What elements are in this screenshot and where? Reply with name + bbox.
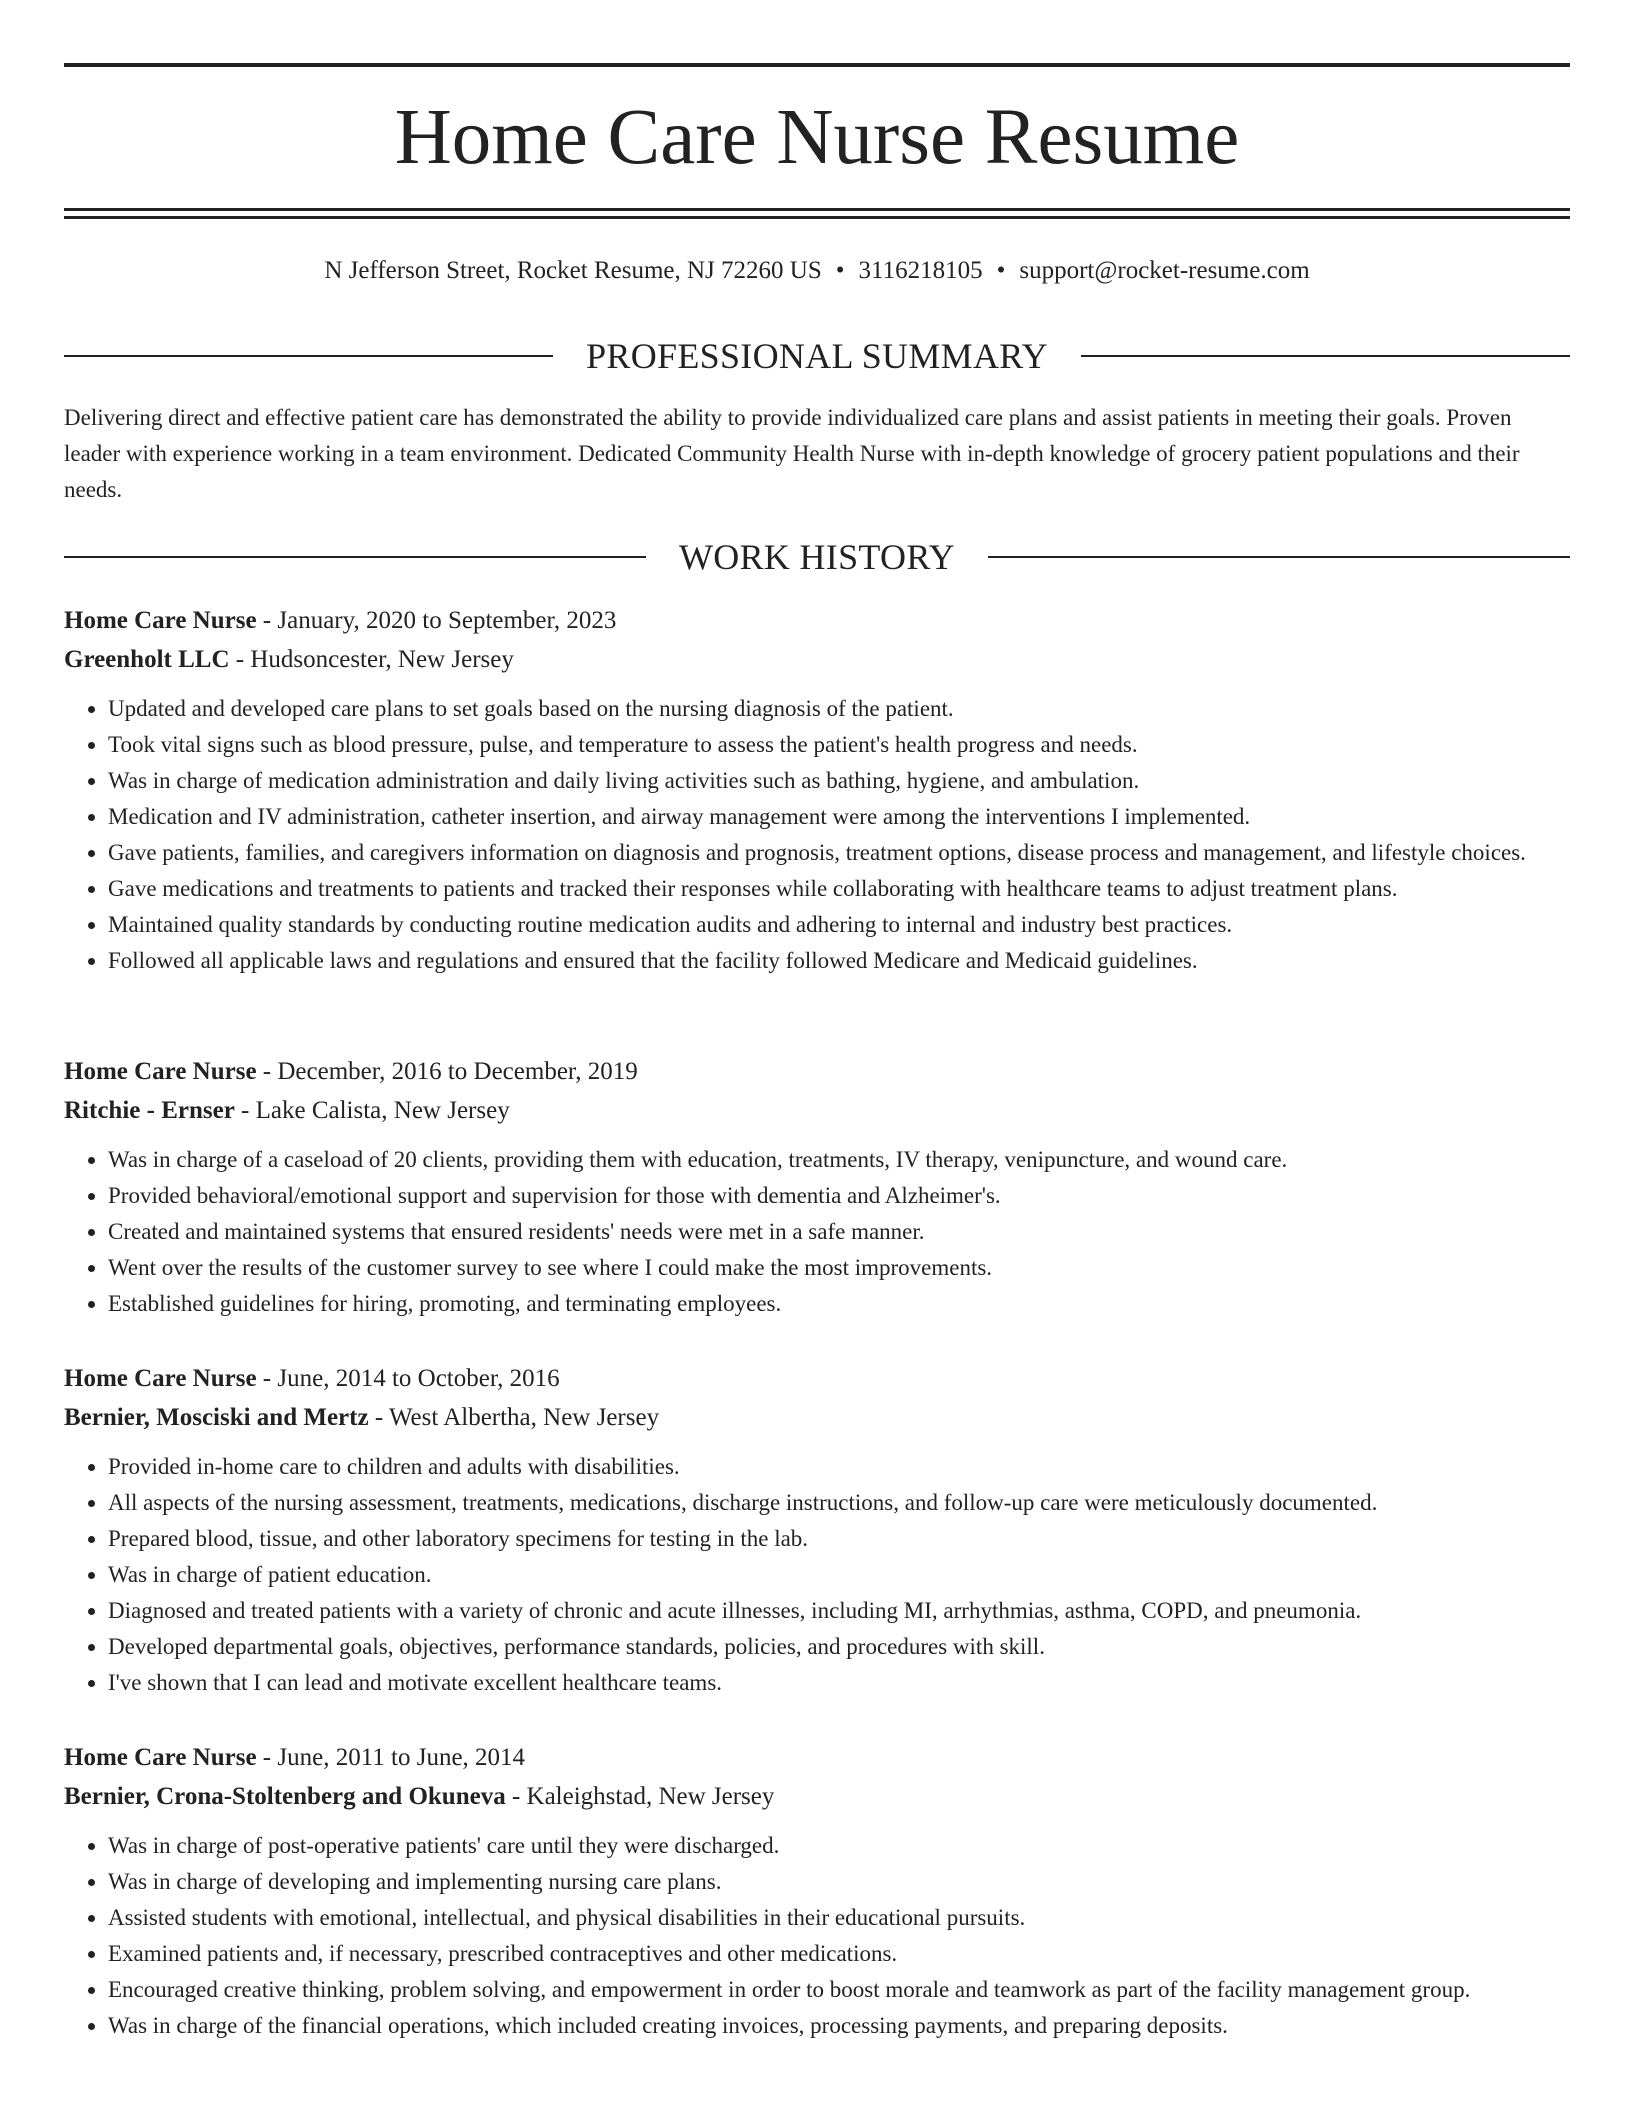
- job-duties: [64, 1449, 1570, 1701]
- summary-text: Delivering direct and effective patient care has demonstrated the ability to provide individualized care plans and assist patients in meeting their goals. Proven leader with experience working in a team environment. Dedicated Community Health Nurse with in-depth knowledge of grocery patient populations and their needs.: [64, 405, 1520, 502]
- job-title-line: [64, 1740, 1570, 1779]
- section-rule-right: [988, 556, 1570, 558]
- job-duty: • Provided behavioral/emotional support and supervision for those with dementia and Alzheimer's.: [108, 1178, 1570, 1214]
- job-duty: • Gave patients, families, and caregivers information on diagnosis and prognosis, treatment options, disease process and management, and lifestyle choices.: [108, 835, 1570, 871]
- job-dates: - January, 2020 to September, 2023: [256, 607, 617, 634]
- job-duty: • Diagnosed and treated patients with a variety of chronic and acute illnesses, including MI, arrhythmias, asthma, COPD, and pneumonia.: [108, 1593, 1570, 1629]
- title-rule-upper: [64, 208, 1570, 211]
- job-duties: [64, 1142, 1570, 1322]
- job-title: Home Care Nurse: [64, 1058, 257, 1085]
- job-location: - West Albertha, New Jersey: [368, 1404, 660, 1431]
- job-duty: • Updated and developed care plans to set goals based on the nursing diagnosis of the patient.: [108, 691, 1570, 727]
- job-dates: - December, 2016 to December, 2019: [256, 1058, 638, 1085]
- job-duty: • Followed all applicable laws and regulations and ensured that the facility followed Medicare and Medicaid guidelines.: [108, 943, 1570, 979]
- job-entry: [64, 603, 1570, 979]
- job-location: - Kaleighstad, New Jersey: [505, 1783, 775, 1810]
- job-duty: • I've shown that I can lead and motivate excellent healthcare teams.: [108, 1665, 1570, 1701]
- job-duties: [64, 1828, 1570, 2044]
- summary-heading: PROFESSIONAL SUMMARY: [586, 336, 1048, 376]
- job-title-line: [64, 1361, 1570, 1400]
- contact-separator: •: [996, 257, 1006, 284]
- job-duty: • Was in charge of medication administration and daily living activities such as bathing, hygiene, and ambulation.: [108, 763, 1570, 799]
- job-company: Greenholt LLC: [64, 646, 230, 673]
- job-duty: • Established guidelines for hiring, promoting, and terminating employees.: [108, 1286, 1570, 1322]
- job-duty: • Developed departmental goals, objectives, performance standards, policies, and procedures with skill.: [108, 1629, 1570, 1665]
- job-title: Home Care Nurse: [64, 1365, 257, 1392]
- contact-address: N Jefferson Street, Rocket Resume, NJ 72260 US: [324, 257, 822, 284]
- contact-separator: •: [835, 257, 845, 284]
- job-title-line: [64, 603, 1570, 642]
- summary-section-header: [64, 334, 1570, 378]
- job-duty: • Gave medications and treatments to patients and tracked their responses while collaborating with healthcare teams to adjust treatment plans.: [108, 871, 1570, 907]
- contact-phone: 3116218105: [858, 257, 983, 284]
- job-title: Home Care Nurse: [64, 1744, 257, 1771]
- job-entry: [64, 1361, 1570, 1701]
- job-duty: • Examined patients and, if necessary, prescribed contraceptives and other medications.: [108, 1936, 1570, 1972]
- job-dates: - June, 2014 to October, 2016: [256, 1365, 560, 1392]
- title-rule-lower: [64, 216, 1570, 219]
- contact-line: [64, 254, 1570, 288]
- job-entry: [64, 1054, 1570, 1322]
- job-duty: • Assisted students with emotional, intellectual, and physical disabilities in their educational pursuits.: [108, 1900, 1570, 1936]
- job-duty: • Was in charge of the financial operations, which included creating invoices, processing payments, and preparing deposits.: [108, 2008, 1570, 2044]
- section-rule-left: [64, 355, 553, 357]
- page-title: Home Care Nurse Resume: [394, 94, 1240, 181]
- job-duty: • Was in charge of post-operative patients' care until they were discharged.: [108, 1828, 1570, 1864]
- work-section-header: [64, 535, 1570, 579]
- job-duty: • Prepared blood, tissue, and other laboratory specimens for testing in the lab.: [108, 1521, 1570, 1557]
- job-duty: • All aspects of the nursing assessment, treatments, medications, discharge instructions, and follow-up care were meticulously documented.: [108, 1485, 1570, 1521]
- job-title-line: [64, 1054, 1570, 1093]
- job-company: Bernier, Crona-Stoltenberg and Okuneva: [64, 1783, 506, 1810]
- contact-email[interactable]: support@rocket-resume.com: [1019, 257, 1310, 284]
- job-duty: • Medication and IV administration, catheter insertion, and airway management were among the interventions I implemented.: [108, 799, 1570, 835]
- job-company: Bernier, Mosciski and Mertz: [64, 1404, 369, 1431]
- job-duty: • Went over the results of the customer survey to see where I could make the most improvements.: [108, 1250, 1570, 1286]
- job-duty: • Was in charge of developing and implementing nursing care plans.: [108, 1864, 1570, 1900]
- work-heading: WORK HISTORY: [679, 537, 955, 577]
- job-location: - Hudsoncester, New Jersey: [229, 646, 514, 673]
- job-duty: • Took vital signs such as blood pressure, pulse, and temperature to assess the patient's health progress and needs.: [108, 727, 1570, 763]
- job-entry: [64, 1740, 1570, 2044]
- job-location: - Lake Calista, New Jersey: [234, 1097, 510, 1124]
- job-company-line: [64, 1779, 1570, 1818]
- job-duty: • Was in charge of a caseload of 20 clients, providing them with education, treatments, IV therapy, venipuncture, and wound care.: [108, 1142, 1570, 1178]
- top-rule: [64, 63, 1570, 67]
- job-company-line: [64, 1093, 1570, 1132]
- job-company-line: [64, 642, 1570, 681]
- job-duty: • Was in charge of patient education.: [108, 1557, 1570, 1593]
- job-title: Home Care Nurse: [64, 607, 257, 634]
- job-company-line: [64, 1400, 1570, 1439]
- job-duty: • Created and maintained systems that ensured residents' needs were met in a safe manner.: [108, 1214, 1570, 1250]
- job-duty: • Maintained quality standards by conducting routine medication audits and adhering to internal and industry best practices.: [108, 907, 1570, 943]
- job-dates: - June, 2011 to June, 2014: [256, 1744, 526, 1771]
- section-rule-right: [1081, 355, 1570, 357]
- section-rule-left: [64, 556, 646, 558]
- job-duties: [64, 691, 1570, 979]
- job-duty: • Encouraged creative thinking, problem solving, and empowerment in order to boost morale and teamwork as part of the facility management group.: [108, 1972, 1570, 2008]
- job-company: Ritchie - Ernser: [64, 1097, 235, 1124]
- job-duty: • Provided in-home care to children and adults with disabilities.: [108, 1449, 1570, 1485]
